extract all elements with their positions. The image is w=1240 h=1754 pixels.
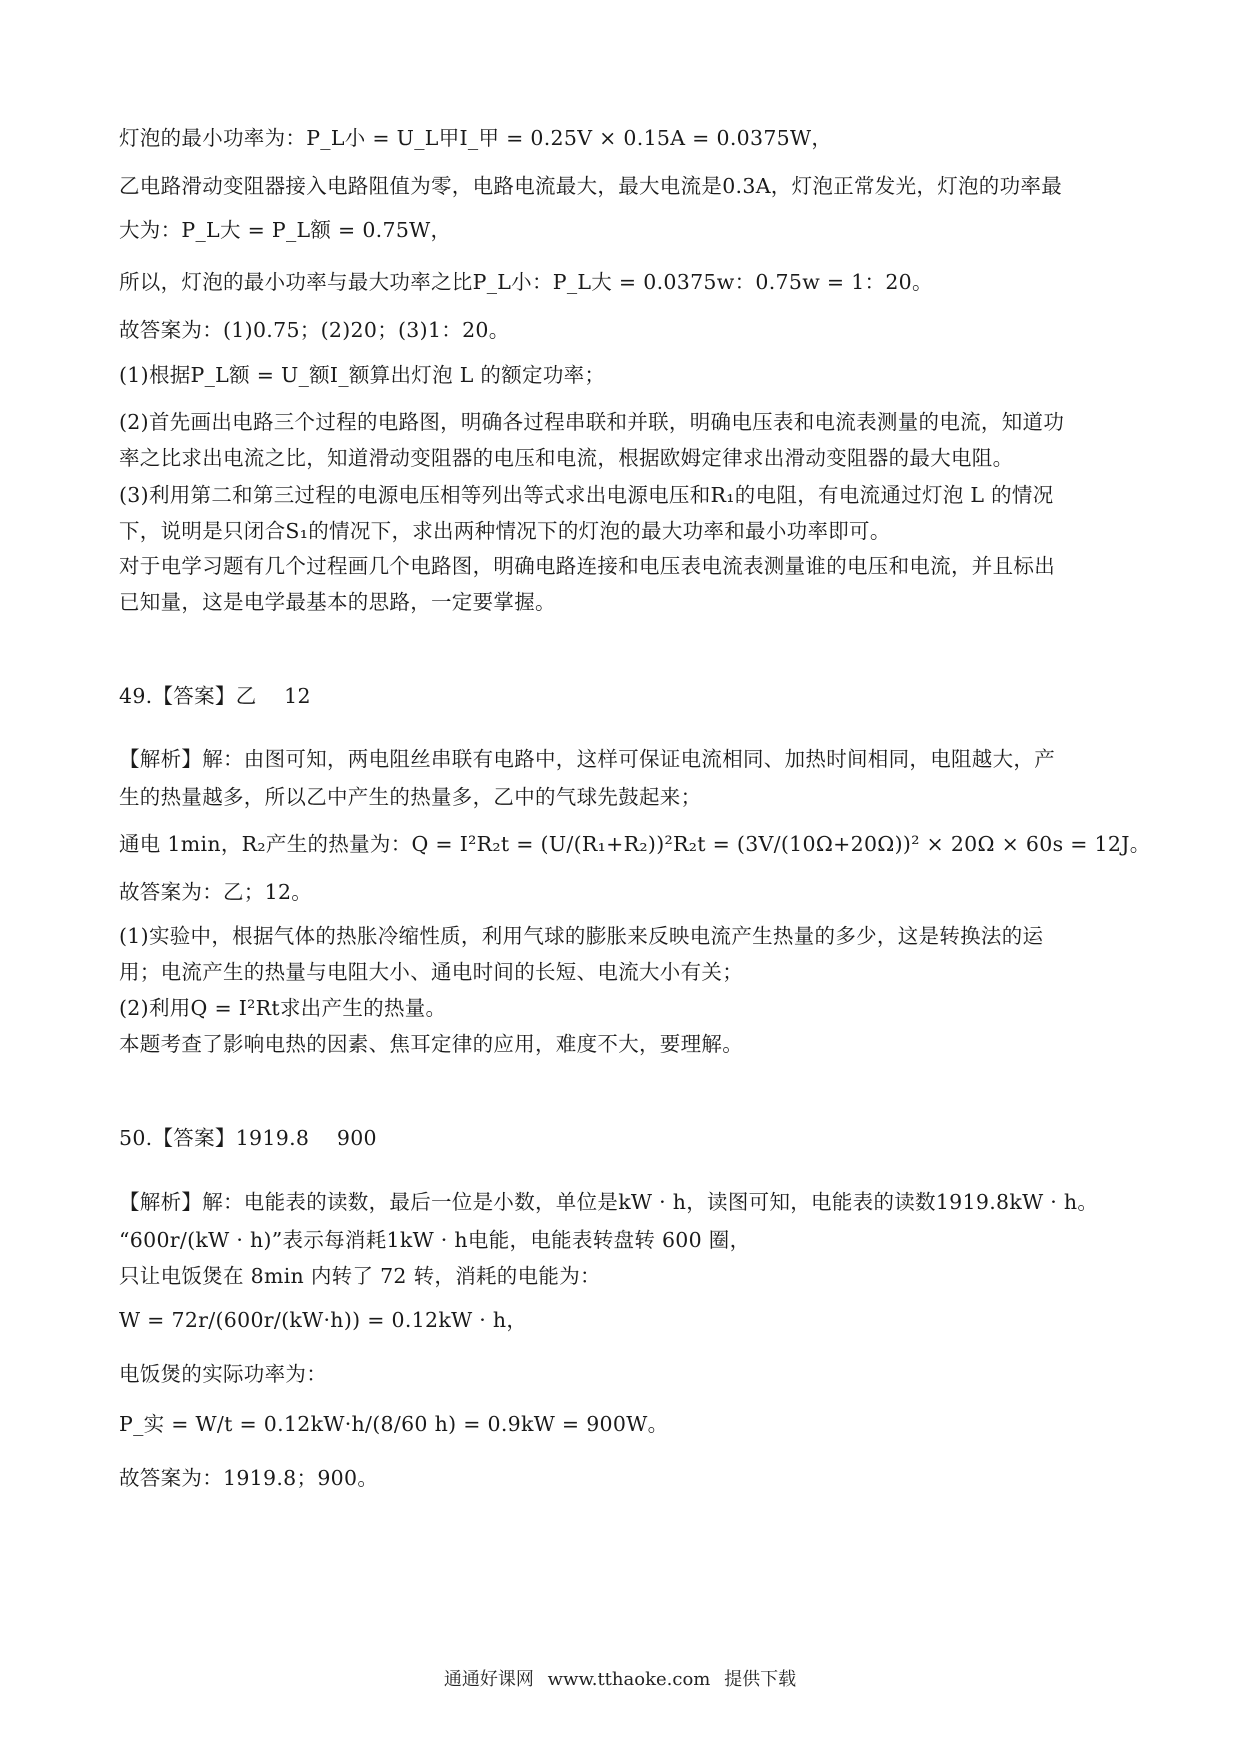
text-line: 电饭煲的实际功率为： <box>119 1362 327 1386</box>
formula-line: 通电 1min，R₂产生的热量为：Q = I²R₂t = (U/(R₁+R₂))²R₂t = (3V/(10Ω+20Ω))² × 20Ω × 60s = 12J。 <box>119 832 1151 856</box>
text-line: (2)首先画出电路三个过程的电路图，明确各过程串联和并联，明确电压表和电流表测量的电流，知道功 <box>119 410 1065 434</box>
text-line: 只让电饭煲在 8min 内转了 72 转，消耗的电能为： <box>119 1264 601 1288</box>
text-line: 【解析】解：由图可知，两电阻丝串联有电路中，这样可保证电流相同、加热时间相同，电阻越大，产 <box>119 747 1055 771</box>
text-line: 【解析】解：电能表的读数，最后一位是小数，单位是kW · h，读图可知，电能表的读数1919.8kW · h。 <box>119 1190 1099 1214</box>
text-line: 已知量，这是电学最基本的思路，一定要掌握。 <box>119 590 556 614</box>
text-line: (3)利用第二和第三过程的电源电压相等列出等式求出电源电压和R₁的电阻，有电流通过灯泡 L 的情况 <box>119 483 1054 507</box>
text-line: 灯泡的最小功率为：P_L小 = U_L甲I_甲 = 0.25V × 0.15A = 0.0375W， <box>119 126 833 150</box>
text-line: 用；电流产生的热量与电阻大小、通电时间的长短、电流大小有关； <box>119 960 743 984</box>
footer-download-text: 提供下载 <box>724 1669 797 1690</box>
text-line: 率之比求出电流之比，知道滑动变阻器的电压和电流，根据欧姆定律求出滑动变阻器的最大电阻。 <box>119 446 1014 470</box>
text-line: (1)根据P_L额 = U_额I_额算出灯泡 L 的额定功率； <box>119 363 606 387</box>
text-line: 故答案为：1919.8；900。 <box>119 1466 379 1490</box>
text-line: 下，说明是只闭合S₁的情况下，求出两种情况下的灯泡的最大功率和最小功率即可。 <box>119 519 891 543</box>
answer-heading: 50.【答案】1919.8 900 <box>119 1126 377 1150</box>
text-line: 乙电路滑动变阻器接入电路阻值为零，电路电流最大，最大电流是0.3A，灯泡正常发光，灯泡的功率最 <box>119 174 1063 198</box>
footer-site-name: 通通好课网 <box>443 1669 534 1690</box>
formula-line: P_实 = W/t = 0.12kW·h/(8/60 h) = 0.9kW = 900W。 <box>119 1412 669 1436</box>
text-line: 大为：P_L大 = P_L额 = 0.75W， <box>119 218 452 242</box>
answer-heading: 49.【答案】乙 12 <box>119 684 311 708</box>
text-line: 对于电学习题有几个过程画几个电路图，明确电路连接和电压表电流表测量谁的电压和电流，并且标出 <box>119 554 1055 578</box>
page-footer <box>0 1668 1240 1692</box>
text-line: (2)利用Q = I²Rt求出产生的热量。 <box>119 996 447 1020</box>
text-line: 生的热量越多，所以乙中产生的热量多，乙中的气球先鼓起来； <box>119 785 702 809</box>
text-line: 故答案为：(1)0.75；(2)20；(3)1：20。 <box>119 318 510 342</box>
text-line: 本题考查了影响电热的因素、焦耳定律的应用，难度不大，要理解。 <box>119 1032 743 1056</box>
text-line: 所以，灯泡的最小功率与最大功率之比P_L小：P_L大 = 0.0375w：0.75w = 1：20。 <box>119 270 933 294</box>
footer-url: www.tthaoke.com <box>547 1669 711 1690</box>
formula-line: W = 72r/(600r/(kW·h)) = 0.12kW · h， <box>119 1308 528 1332</box>
text-line: “600r/(kW · h)”表示每消耗1kW · h电能，电能表转盘转 600 圈， <box>119 1228 751 1252</box>
text-line: (1)实验中，根据气体的热胀冷缩性质，利用气球的膨胀来反映电流产生热量的多少，这是转换法的运 <box>119 924 1044 948</box>
text-line: 故答案为：乙；12。 <box>119 880 313 904</box>
